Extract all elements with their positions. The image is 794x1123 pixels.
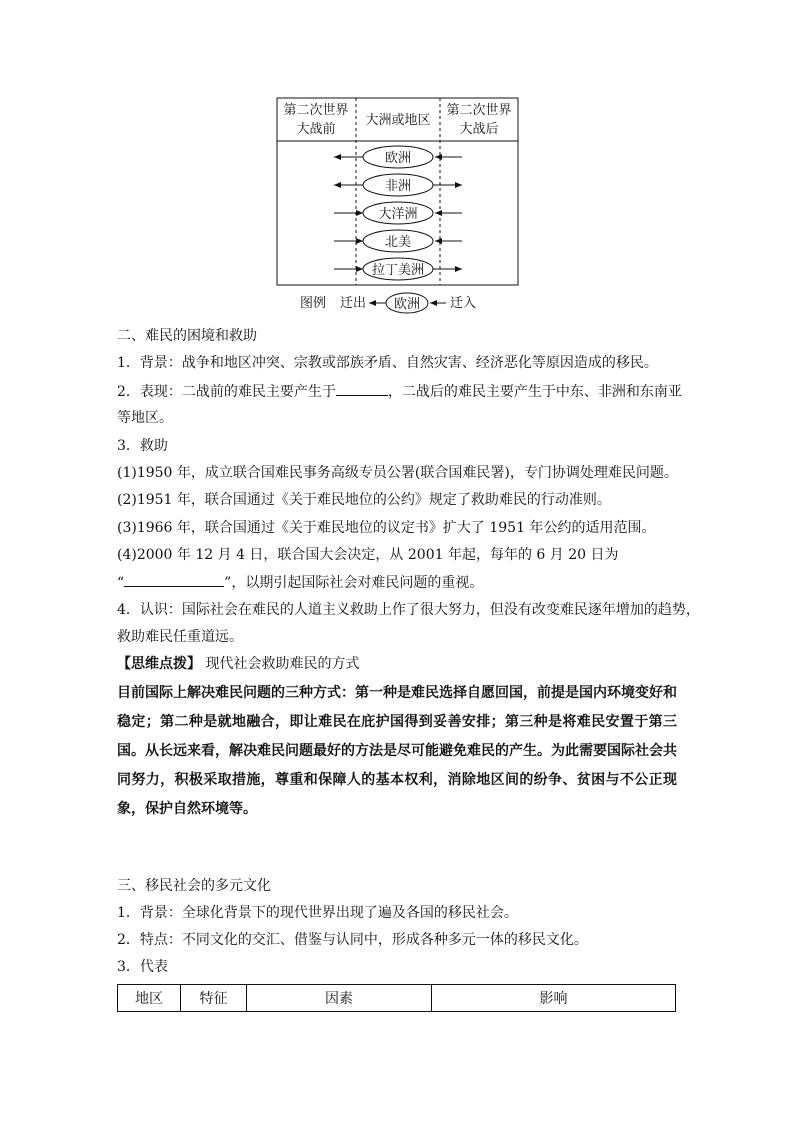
rescue-sub2: (2)1951 年，联合国通过《关于难民地位的公约》规定了救助难民的行动准则。 [117,492,611,508]
section3-item3: 3．代表 [117,959,168,975]
section3-item1: 1．背景：全球化背景下的现代世界出现了遍及各国的移民社会。 [117,905,518,921]
item2-pre: 2．表现：二战前的难民主要产生于 [117,384,336,400]
sub4-post: ”，以期引起国际社会对难民问题的重视。 [224,575,484,591]
section2-item4: 4．认识：国际社会在难民的人道主义救助上作了很大努力，但没有改变难民逐年增加的趋势， [117,602,700,618]
legend-out: 迁出 [340,296,367,311]
table-header-impact: 影响 [432,985,676,1012]
answer-blank-2 [124,572,224,587]
table-header-region: 地区 [118,985,181,1012]
region-label: 北美 [384,235,412,250]
region-label: 非洲 [384,179,412,194]
legend-in: 迁入 [450,296,477,311]
think-title: 现代社会救助难民的方式 [205,656,360,672]
section2-item3: 3．救助 [117,438,168,454]
region-row-oceania [334,202,462,224]
section2-item2 [117,381,682,402]
region-label: 欧洲 [384,151,412,166]
table-header-row [118,985,676,1012]
section2-item1: 1．背景：战争和地区冲突、宗教或部族矛盾、自然灾害、经济恶化等原因造成的移民。 [117,355,658,371]
region-label: 大洋洲 [378,207,418,222]
diagram-legend [300,293,476,313]
section3-item2: 2．特点：不同文化的交汇、借鉴与认同中，形成各种多元一体的移民文化。 [117,932,588,948]
table-header-factor: 因素 [247,985,432,1012]
header-before-line1: 第二次世界 [283,103,349,118]
answer-blank-1 [336,381,388,396]
region-row-latin-america [334,258,462,280]
section3-heading: 三、移民社会的多元文化 [117,878,271,894]
region-label: 拉丁美洲 [371,263,425,278]
section2-heading: 二、难民的困境和救助 [117,328,257,344]
header-before-line2: 大战前 [296,122,336,137]
section2-item4-cont: 救助难民任重道远。 [117,629,243,645]
think-tag: 【思维点拨】 [117,656,201,672]
rescue-sub4: (4)2000 年 12 月 4 日，联合国大会决定，从 2001 年起，每年的 6 月 20 日为 [117,547,619,563]
region-row-europe [334,146,462,168]
table-header-feature: 特征 [181,985,247,1012]
migration-diagram [0,0,794,320]
rescue-sub3: (3)1966 年，联合国通过《关于难民地位的议定书》扩大了 1951 年公约的适用范围。 [117,520,656,536]
think-body: 目前国际上解决难民问题的三种方式：第一种是难民选择自愿回国，前提是国内环境变好和稳定；第二种是就地融合，即让难民在庇护国得到妥善安排；第三种是将难民安置于第三国。从长远来看，解决难民问题最好的方法是尽可能避免难民的产生。为此需要国际社会共同努力，积极采取措施，尊重和保障人的基本权利，消除地区间的纷争、贫困与不公正现象，保护自然环境等。 [117,685,677,817]
header-region: 大洲或地区 [365,113,431,128]
legend-label: 图例 [300,296,327,311]
representative-table [117,984,676,1012]
rescue-sub1: (1)1950 年，成立联合国难民事务高级专员公署(联合国难民署)，专门协调处理难民问题。 [117,465,678,481]
sub4-open-quote: “ [117,575,125,591]
region-row-north-america [334,230,462,252]
region-row-africa [334,174,462,196]
legend-region: 欧洲 [393,297,421,312]
header-after-line1: 第二次世界 [446,103,512,118]
think-heading [117,654,359,674]
section2-item2-cont: 等地区。 [117,410,173,426]
rescue-sub4-cont [117,572,483,593]
item2-post: ，二战后的难民主要产生于中东、非洲和东南亚 [387,384,682,400]
header-after-line2: 大战后 [459,122,499,137]
